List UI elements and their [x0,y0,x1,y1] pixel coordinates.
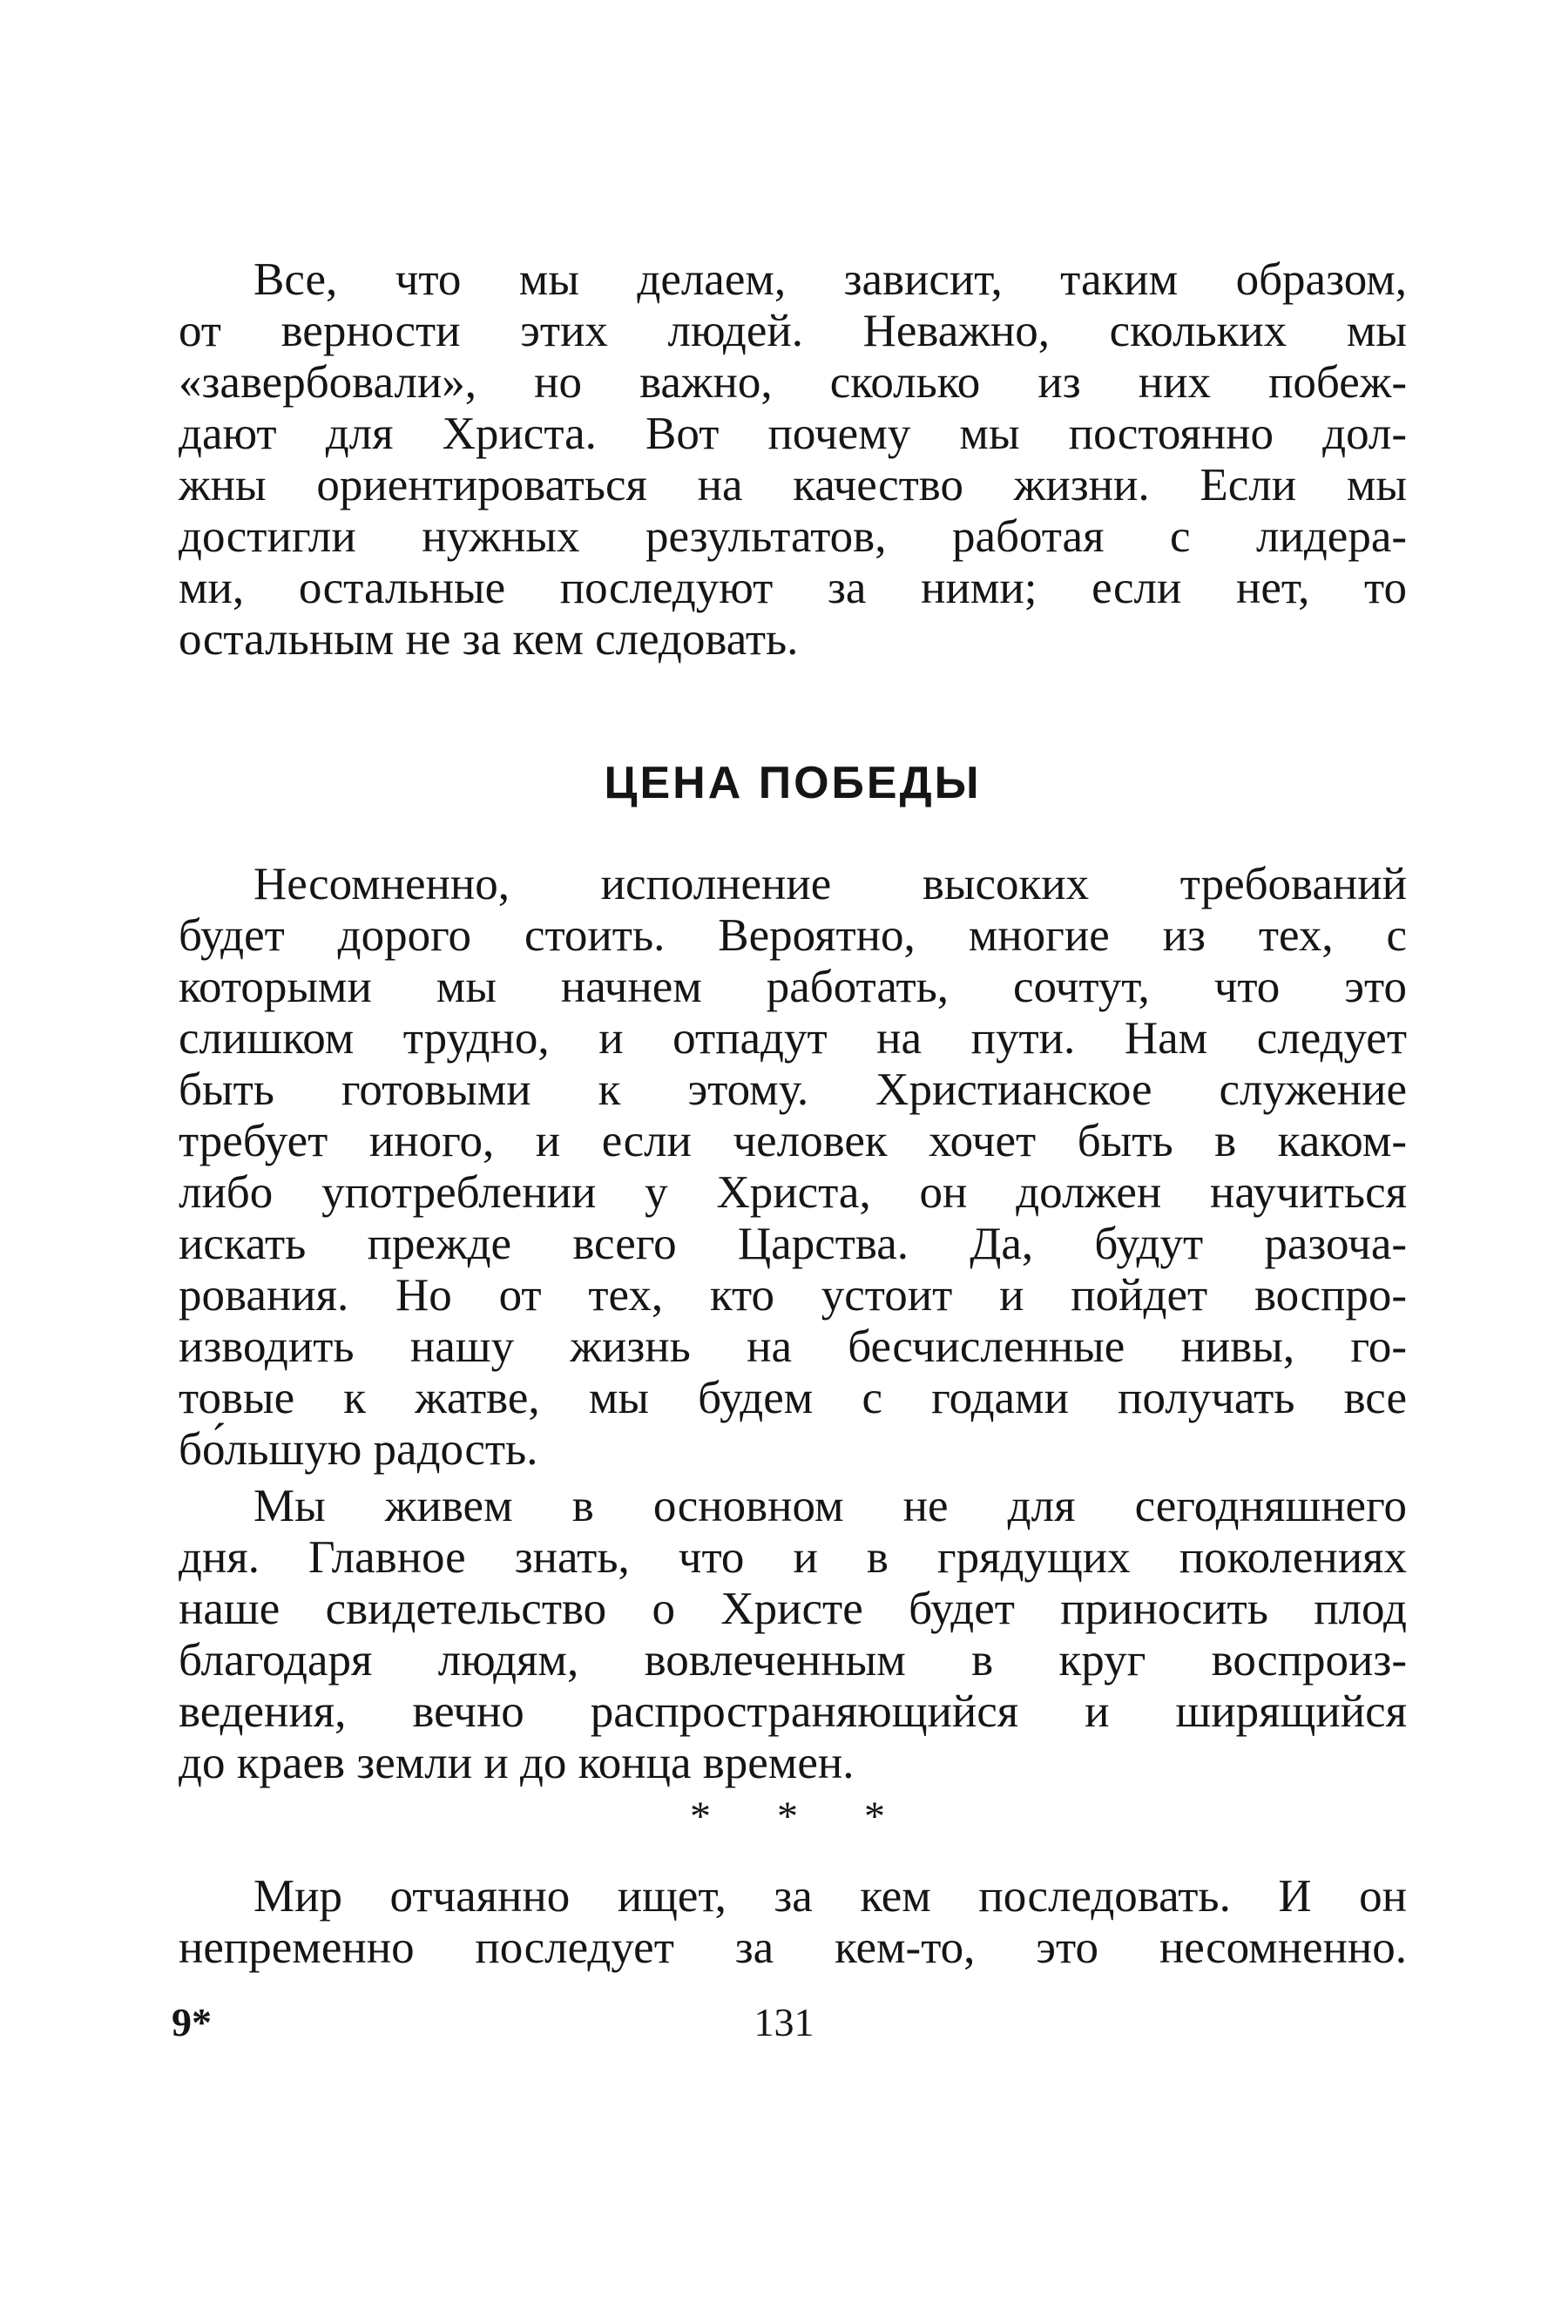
paragraph-2 [179,859,1407,1476]
text-line: Все, что мы делаем, зависит, таким образом, [253,254,1407,305]
text-line: достигли нужных результатов, работая с лидера- [179,511,1407,562]
text-line: которыми мы начнем работать, сочтут, что это [179,962,1407,1012]
page-number: 131 [754,2000,814,2044]
section-heading: ЦЕНА ПОБЕДЫ [604,758,982,808]
paragraph-3 [179,1481,1407,1789]
printer-signature-mark: 9* [172,2000,212,2044]
text-line: товые к жатве, мы будем с годами получать все [179,1373,1407,1423]
text-line: непременно последует за кем-то, это несомненно. [179,1922,1407,1973]
text-line: «завербовали», но важно, сколько из них побеж- [179,357,1407,408]
text-line: дня. Главное знать, что и в грядущих поколениях [179,1532,1407,1583]
paragraph-4 [179,1871,1407,1974]
text-line: требует иного, и если человек хочет быть в каком- [179,1116,1407,1166]
text-line: бо́льшую радость. [179,1424,538,1475]
section-separator: * * * [690,1794,896,1840]
text-line: до краев земли и до конца времен. [179,1738,855,1788]
text-line: Мы живем в основном не для сегодняшнего [253,1481,1407,1531]
text-line: ведения, вечно распространяющийся и ширящийся [179,1686,1407,1737]
text-line: искать прежде всего Царства. Да, будут разоча- [179,1219,1407,1269]
text-line: дают для Христа. Вот почему мы постоянно дол- [179,409,1407,459]
text-line: слишком трудно, и отпадут на пути. Нам следует [179,1013,1407,1064]
text-line: Несомненно, исполнение высоких требований [253,859,1407,909]
text-line: будет дорого стоить. Вероятно, многие из тех, с [179,910,1407,961]
text-line: от верности этих людей. Неважно, скольких мы [179,306,1407,356]
text-line: благодаря людям, вовлеченным в круг воспроиз- [179,1635,1407,1686]
text-line: быть готовыми к этому. Христианское служение [179,1064,1407,1115]
text-line: Мир отчаянно ищет, за кем последовать. И он [253,1871,1407,1922]
paragraph-1 [179,254,1407,665]
text-line: ми, остальные последуют за ними; если нет, то [179,563,1407,613]
text-line: рования. Но от тех, кто устоит и пойдет воспро- [179,1270,1407,1321]
text-line: жны ориентироваться на качество жизни. Если мы [179,460,1407,510]
text-line: наше свидетельство о Христе будет приносить плод [179,1584,1407,1634]
text-line: изводить нашу жизнь на бесчисленные нивы, го- [179,1321,1407,1372]
text-line: остальным не за кем следовать. [179,614,799,665]
text-line: либо употреблении у Христа, он должен научиться [179,1167,1407,1218]
